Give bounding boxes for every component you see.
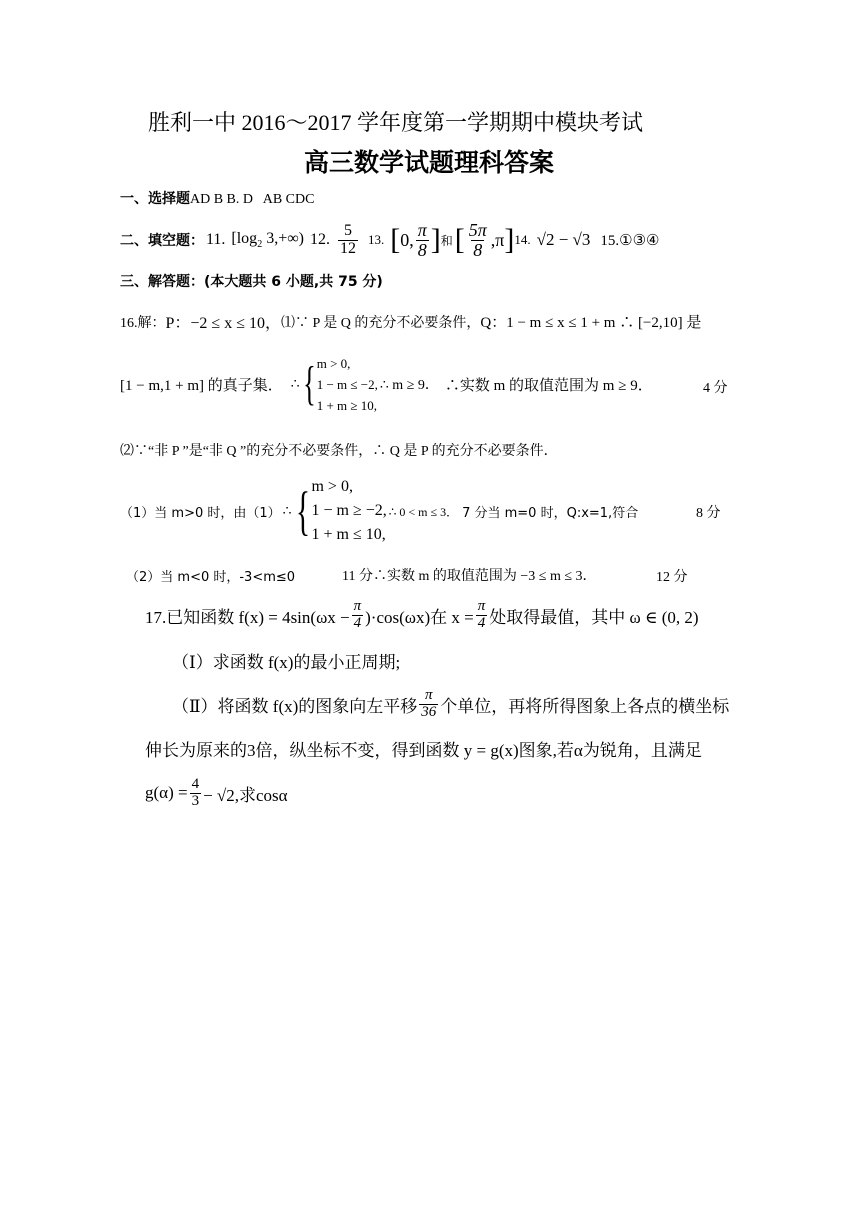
q16-sys2-row3: 1 + m ≤ 10,	[311, 526, 386, 543]
section-fill-label: 二、填空题：	[120, 233, 204, 249]
q16-part1-intro: ⑴∵ P 是 Q 的充分不必要条件，	[281, 315, 481, 331]
q16-q-range: Q：1 − m ≤ x ≤ 1 + m ∴ [−2,10] 是	[480, 315, 702, 331]
q17-pi-2: π	[477, 597, 486, 614]
q17-frac-num: 4	[191, 775, 200, 792]
q13-eight-2: 8	[473, 239, 483, 260]
q17-frac-den: 3	[191, 792, 200, 809]
q17-pi-over-36	[419, 688, 438, 721]
q16-p-range: P：−2 ≤ x ≤ 10，	[165, 315, 281, 332]
q13-pi-end: ,π	[490, 229, 505, 250]
q12-numerator: 5	[343, 221, 352, 239]
q12-number: 12.	[309, 231, 330, 248]
q17-four: 4	[353, 614, 362, 631]
q13-left-bracket-2: [	[454, 223, 465, 256]
q16-m-range: ∴ 0 < m ≤ 3．	[388, 504, 459, 519]
q13-number: 13.	[367, 232, 385, 247]
q13-5pi: 5π	[468, 219, 487, 240]
section-fill	[120, 214, 659, 266]
q16-line-1	[120, 310, 701, 333]
q17-condition: 处取得最值，其中 ω ∈ (0, 2)	[489, 607, 699, 627]
q17-cos-part: )·cos(ωx)在 x =	[365, 607, 474, 627]
q17-pi-over-4	[352, 599, 364, 632]
q16-final-range: 11 分∴实数 m 的取值范围为 −3 ≤ m ≤ 3．	[342, 569, 597, 584]
q11-rest: 3,+∞)	[262, 229, 304, 247]
q13-right-bracket: ]	[430, 223, 441, 256]
q13-pi-over-8	[416, 221, 429, 260]
q16-system-brace-2: {	[295, 481, 310, 541]
q16-score-4: 4 分	[703, 381, 728, 396]
exam-title: 胜利一中 2016～2017 学年度第一学期期中模块考试	[148, 110, 644, 135]
q16-system-1	[317, 353, 378, 416]
q13-zero: 0,	[400, 229, 414, 250]
q11-log: [log	[231, 229, 258, 247]
q17-part2	[172, 684, 729, 724]
q13-eight: 8	[417, 239, 427, 260]
q13-pi: π	[417, 219, 427, 240]
q16-therefore-1: ∴	[290, 376, 300, 392]
answer-key-title: 高三数学试题理科答案	[304, 148, 555, 177]
q12-denominator: 12	[339, 239, 356, 257]
q16-score-12: 12 分	[656, 570, 688, 585]
q16-sys1-row2: 1 − m ≤ −2,	[316, 376, 378, 392]
q16-system-2	[311, 475, 386, 547]
q17-four-2: 4	[477, 614, 486, 631]
q16-case1: （1）当 m>0 时，由（1）	[120, 505, 281, 521]
q16-system-brace-1: {	[302, 357, 316, 410]
q17-part2-line2: 伸长为原来的3倍，纵坐标不变，得到函数 y = g(x)图象,若α为锐角，且满足	[145, 741, 702, 760]
q15-answer: 15.①③④	[600, 232, 660, 249]
q13-5pi-over-8	[467, 221, 489, 260]
q16-subset: [1 − m,1 + m] 的真子集．	[120, 377, 283, 394]
q16-therefore-2: ∴	[282, 503, 292, 519]
q13-left-bracket: [	[390, 223, 401, 256]
q16-line-3: ⑵∵“非 P ”是“非 Q ”的充分不必要条件，∴ Q 是 P 的充分不必要条件．	[120, 444, 558, 459]
q17-part2-intro: （Ⅱ）将函数 f(x)的图象向左平移	[172, 696, 418, 716]
q17-part2-line3	[145, 770, 288, 816]
section-solve-label: 三、解答题：(本大题共 6 小题,共 75 分)	[120, 274, 383, 290]
q13-right-bracket-2: ]	[504, 223, 515, 256]
q16-sys1-row1: m > 0,	[316, 355, 351, 371]
q16-label: 16.解：	[120, 315, 166, 331]
q14-number: 14.	[514, 232, 531, 247]
q11-base: 2	[257, 239, 263, 251]
section-choice	[120, 188, 314, 208]
q17-g-alpha: g(α) =	[145, 783, 188, 802]
q16-line-4	[120, 474, 638, 548]
choice-answers: AD B B. D AB CDC	[190, 192, 315, 207]
q17-pi: π	[353, 597, 362, 614]
q16-sys1-row3: 1 + m ≥ 10,	[316, 397, 378, 413]
q17-find-cos: − √2,求cosα	[203, 785, 288, 805]
q17-x-pi-over-4	[476, 599, 488, 632]
q14-answer: √2 − √3	[536, 230, 591, 249]
q16-line-2	[120, 350, 653, 418]
q17-part1: （Ⅰ）求函数 f(x)的最小正周期;	[172, 653, 401, 672]
q16-score-8: 8 分	[696, 506, 721, 521]
q17-part2-rest: 个单位，再将所得图象上各点的横坐标	[440, 696, 730, 716]
q17-shift-36: 36	[421, 703, 437, 720]
q11-number: 11.	[206, 231, 226, 248]
q13-and: 和	[440, 233, 453, 248]
q17-four-thirds	[190, 777, 202, 810]
q17-function: 17.已知函数 f(x) = 4sin(ωx −	[145, 607, 350, 627]
q16-sys2-row1: m > 0,	[311, 478, 353, 495]
q16-case0: 7 分当 m=0 时，Q:x=1,符合	[462, 505, 639, 521]
q16-case2: （2）当 m<0 时，-3<m≤0	[126, 570, 296, 585]
q16-range-1: ∴实数 m 的取值范围为 m ≥ 9．	[444, 377, 653, 394]
q11-answer	[231, 230, 304, 250]
q17-shift-pi: π	[425, 686, 433, 703]
section-choice-label: 一、选择题	[120, 191, 190, 207]
q17-statement	[145, 596, 699, 634]
q12-fraction	[338, 223, 358, 258]
q16-m-ge-9: ∴ m ≥ 9．	[379, 378, 439, 393]
q16-sys2-row2: 1 − m ≥ −2,	[311, 502, 387, 519]
